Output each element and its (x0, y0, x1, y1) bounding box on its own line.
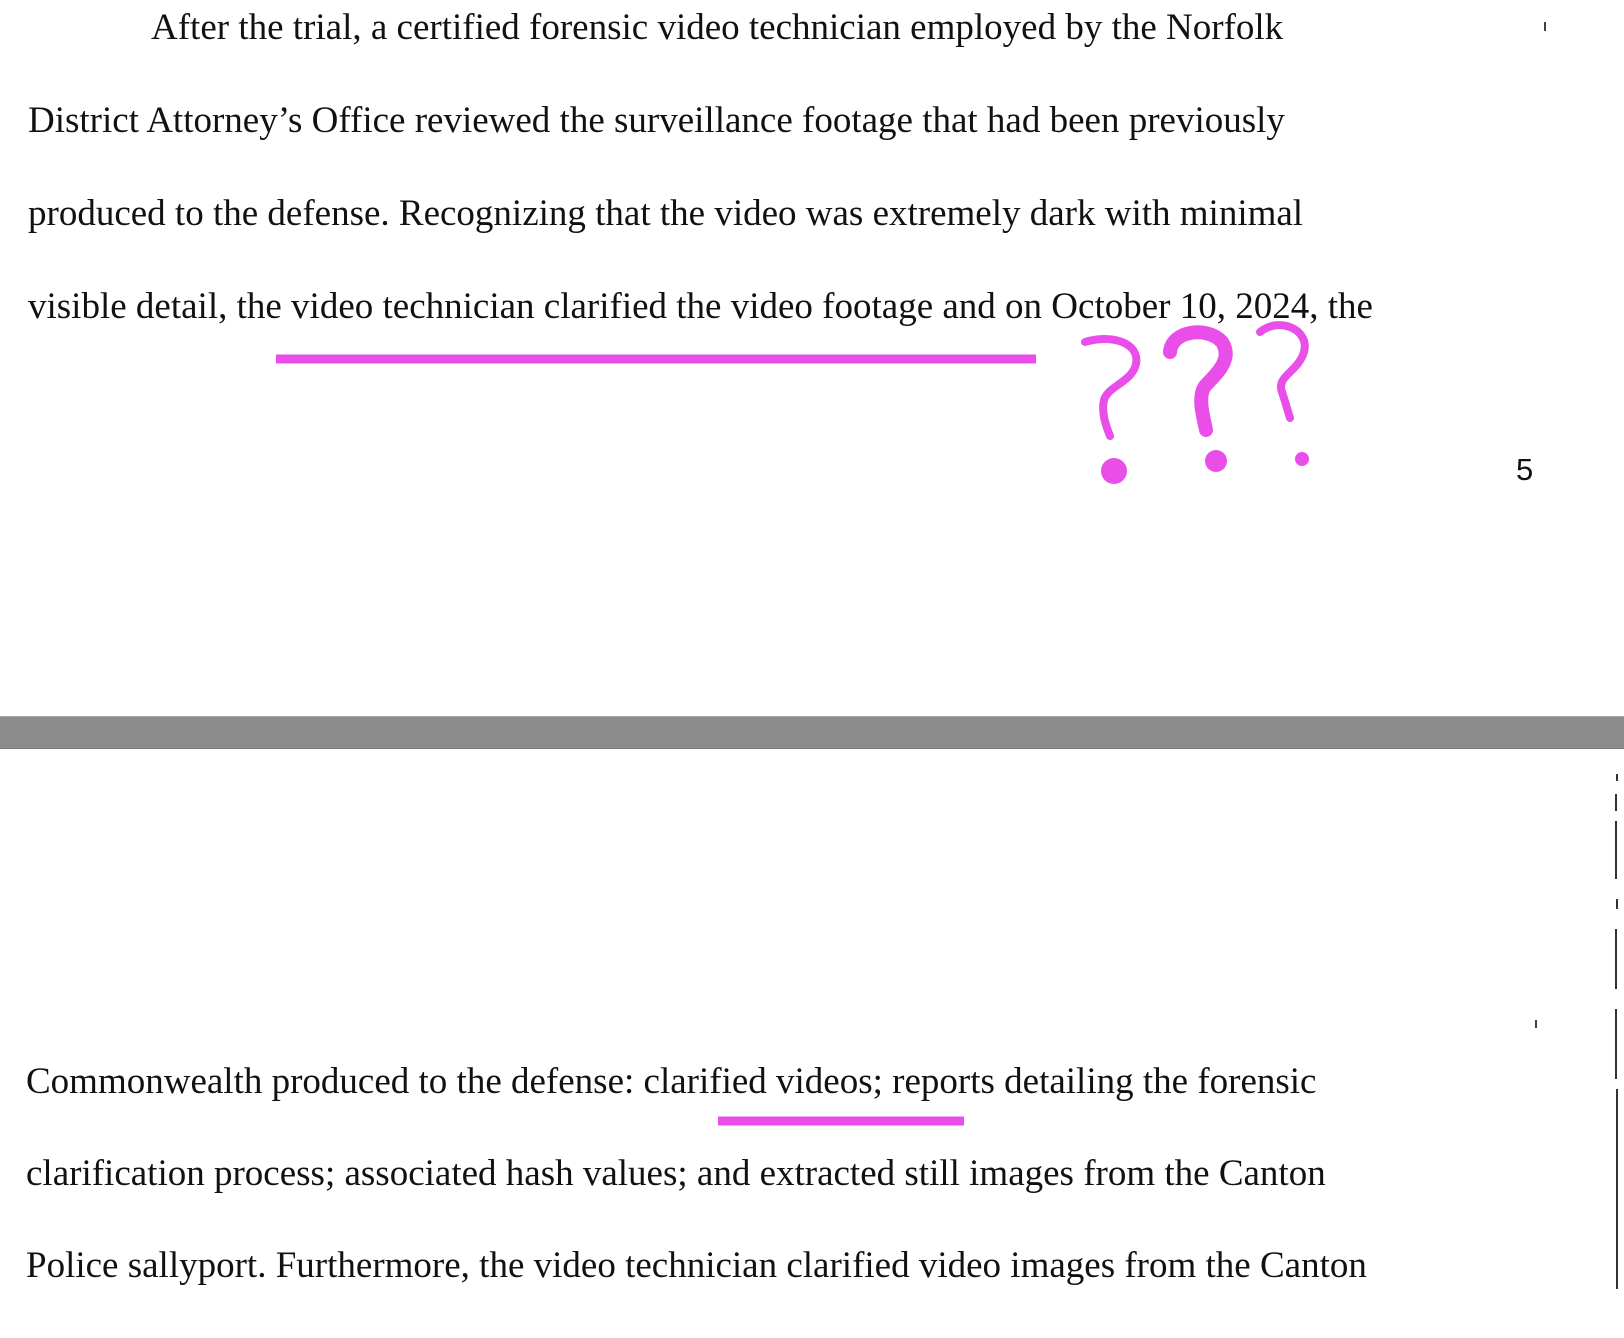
paragraph-line: District Attorney’s Office reviewed the surveillance footage that had been previously (28, 100, 1285, 141)
paragraph-line: Commonwealth produced to the defense: clarified videos; reports detailing the forensic (26, 1061, 1317, 1102)
question-dot-3 (1295, 452, 1309, 466)
paragraph-line: Police sallyport. Furthermore, the video technician clarified video images from the Canton (26, 1245, 1367, 1286)
question-mark-1-icon (1085, 339, 1136, 436)
page-number: 5 (1516, 452, 1534, 487)
page-divider (0, 716, 1624, 749)
question-mark-2-icon (1170, 332, 1226, 430)
scan-edge-marks (1610, 749, 1624, 1338)
paragraph-line: clarification process; associated hash values; and extracted still images from the Canton (26, 1153, 1326, 1194)
question-dot-2 (1205, 450, 1227, 472)
paragraph-line: After the trial, a certified forensic video technician employed by the Norfolk (151, 7, 1284, 48)
document-page-bottom (0, 749, 1624, 1338)
question-mark-3-icon (1260, 325, 1305, 418)
scan-speck (1544, 22, 1546, 31)
paragraph-line: visible detail, the video technician clarified the video footage and on October 10, 2024, the (28, 286, 1373, 327)
question-dot-1 (1101, 458, 1127, 484)
paragraph-line: produced to the defense. Recognizing that the video was extremely dark with minimal (28, 193, 1304, 234)
scan-speck (1535, 1020, 1537, 1028)
